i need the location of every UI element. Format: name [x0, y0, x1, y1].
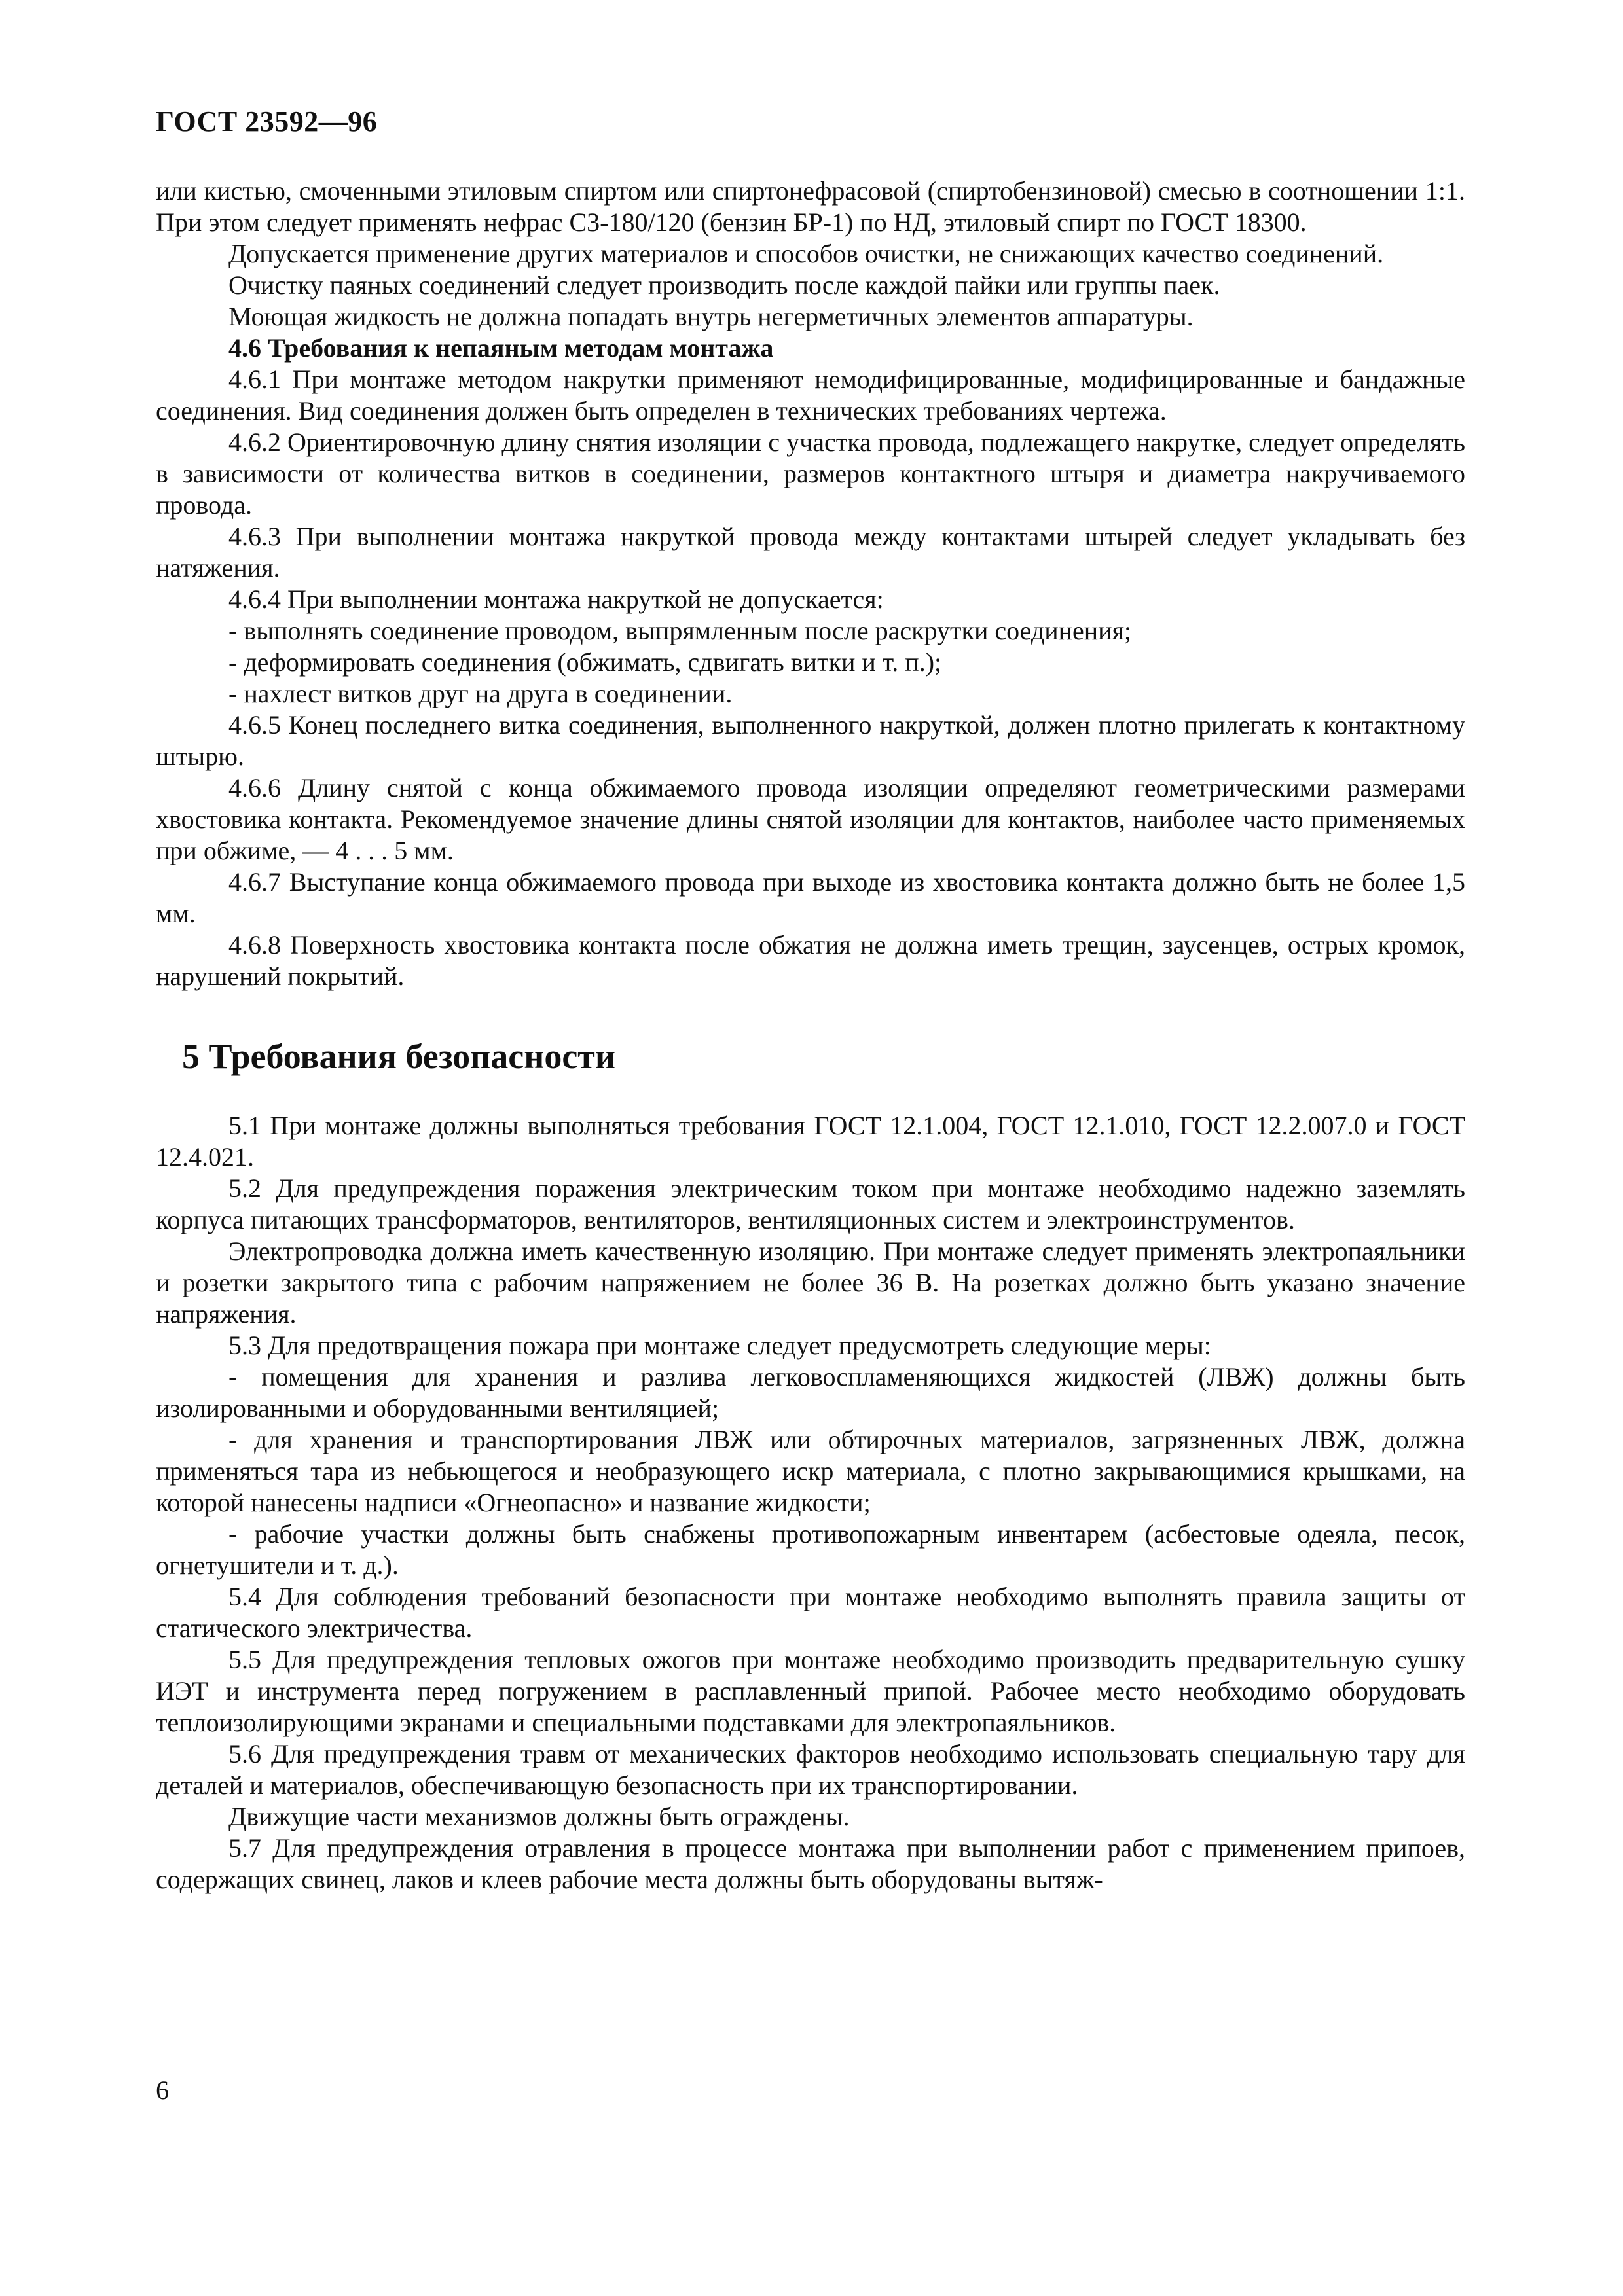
document-body: [156, 175, 1465, 1895]
list-item-4-6-4-b: - деформировать соединения (обжимать, сдвигать витки и т. п.);: [228, 647, 942, 677]
paragraph-other-materials: Допускается применение других материалов и способов очистки, не снижающих качество соединений.: [228, 239, 1384, 268]
paragraph-5-5: 5.5 Для предупреждения тепловых ожогов при монтаже необходимо производить предварительную сушку ИЭТ и инструмента перед погружением в расплавленный припой. Рабочее место необходимо оборудовать теплоизолирующими экранами и специальными подставками для электропаяльников.: [156, 1645, 1465, 1737]
paragraph-5-7: 5.7 Для предупреждения отравления в процессе монтажа при выполнении работ с применением припоев, содержащих свинец, лаков и клеев рабочие места должны быть оборудованы вытяж-: [156, 1833, 1465, 1894]
page-number: 6: [156, 2075, 169, 2105]
paragraph-4-6-1: 4.6.1 При монтаже методом накрутки применяют немодифицированные, модифицированные и бандажные соединения. Вид соединения должен быть определен в технических требованиях чертежа.: [156, 365, 1465, 425]
paragraph-5-6: 5.6 Для предупреждения травм от механических факторов необходимо использовать специальную тару для деталей и материалов, обеспечивающую безопасность при их транспортировании.: [156, 1739, 1465, 1800]
paragraph-washing-liquid: Моющая жидкость не должна попадать внутрь негерметичных элементов аппаратуры.: [228, 302, 1194, 331]
paragraph-4-6-7: 4.6.7 Выступание конца обжимаемого провода при выходе из хвостовика контакта должно быть не более 1,5 мм.: [156, 867, 1465, 928]
paragraph-5-3: 5.3 Для предотвращения пожара при монтаже следует предусмотреть следующие меры:: [228, 1331, 1211, 1360]
paragraph-4-6-3: 4.6.3 При выполнении монтажа накруткой провода между контактами штырей следует укладывать без натяжения.: [156, 522, 1465, 583]
paragraph-4-6-5: 4.6.5 Конец последнего витка соединения, выполненного накруткой, должен плотно прилегать к контактному штырю.: [156, 710, 1465, 771]
list-item-5-3-a: - помещения для хранения и разлива легковоспламеняющихся жидкостей (ЛВЖ) должны быть изолированными и оборудованными вентиляцией;: [156, 1362, 1465, 1423]
subsection-heading-4-6: 4.6 Требования к непаяным методам монтажа: [228, 333, 774, 363]
section-title-5: 5 Требования безопасности: [182, 1037, 615, 1076]
paragraph-5-4: 5.4 Для соблюдения требований безопасности при монтаже необходимо выполнять правила защиты от статического электричества.: [156, 1582, 1465, 1643]
list-item-5-3-c: - рабочие участки должны быть снабжены противопожарным инвентарем (асбестовые одеяла, песок, огнетушители и т. д.).: [156, 1519, 1465, 1580]
list-item-5-3-b: - для хранения и транспортирования ЛВЖ или обтирочных материалов, загрязненных ЛВЖ, должна применяться тара из небьющегося и необразующего искр материала, с плотно закрывающимися крышками, на которой нанесены надписи «Огнеопасно» и название жидкости;: [156, 1425, 1465, 1517]
list-item-4-6-4-c: - нахлест витков друг на друга в соединении.: [228, 679, 733, 708]
paragraph-cleaning-after-soldering: Очистку паяных соединений следует производить после каждой пайки или группы паек.: [228, 270, 1220, 300]
paragraph-cleaning-continuation: или кистью, смоченными этиловым спиртом или спиртонефрасовой (спиртобензиновой) смесью в соотношении 1:1. При этом следует применять нефрас С3-180/120 (бензин БР-1) по НД, этиловый спирт по ГОСТ 18300.: [156, 176, 1465, 237]
paragraph-4-6-4: 4.6.4 При выполнении монтажа накруткой не допускается:: [228, 584, 884, 614]
paragraph-4-6-8: 4.6.8 Поверхность хвостовика контакта после обжатия не должна иметь трещин, заусенцев, острых кромок, нарушений покрытий.: [156, 930, 1465, 991]
list-item-4-6-4-a: - выполнять соединение проводом, выпрямленным после раскрутки соединения;: [228, 616, 1132, 645]
paragraph-5-1: 5.1 При монтаже должны выполняться требования ГОСТ 12.1.004, ГОСТ 12.1.010, ГОСТ 12.2.007.0 и ГОСТ 12.4.021.: [156, 1111, 1465, 1172]
paragraph-4-6-2: 4.6.2 Ориентировочную длину снятия изоляции с участка провода, подлежащего накрутке, следует определять в зависимости от количества витков в соединении, размеров контактного штыря и диаметра накручиваемого провода.: [156, 427, 1465, 520]
document-header: ГОСТ 23592—96: [156, 105, 378, 137]
paragraph-5-2-wiring: Электропроводка должна иметь качественную изоляцию. При монтаже следует применять электропаяльники и розетки закрытого типа с рабочим напряжением не более 36 В. На розетках должно быть указано значение напряжения.: [156, 1236, 1465, 1329]
paragraph-5-6-moving-parts: Движущие части механизмов должны быть ограждены.: [228, 1802, 850, 1831]
paragraph-5-2: 5.2 Для предупреждения поражения электрическим током при монтаже необходимо надежно заземлять корпуса питающих трансформаторов, вентиляторов, вентиляционных систем и электроинструментов.: [156, 1174, 1465, 1234]
paragraph-4-6-6: 4.6.6 Длину снятой с конца обжимаемого провода изоляции определяют геометрическими размерами хвостовика контакта. Рекомендуемое значение длины снятой изоляции для контактов, наиболее часто применяемых при обжиме, — 4 . . . 5 мм.: [156, 773, 1465, 865]
